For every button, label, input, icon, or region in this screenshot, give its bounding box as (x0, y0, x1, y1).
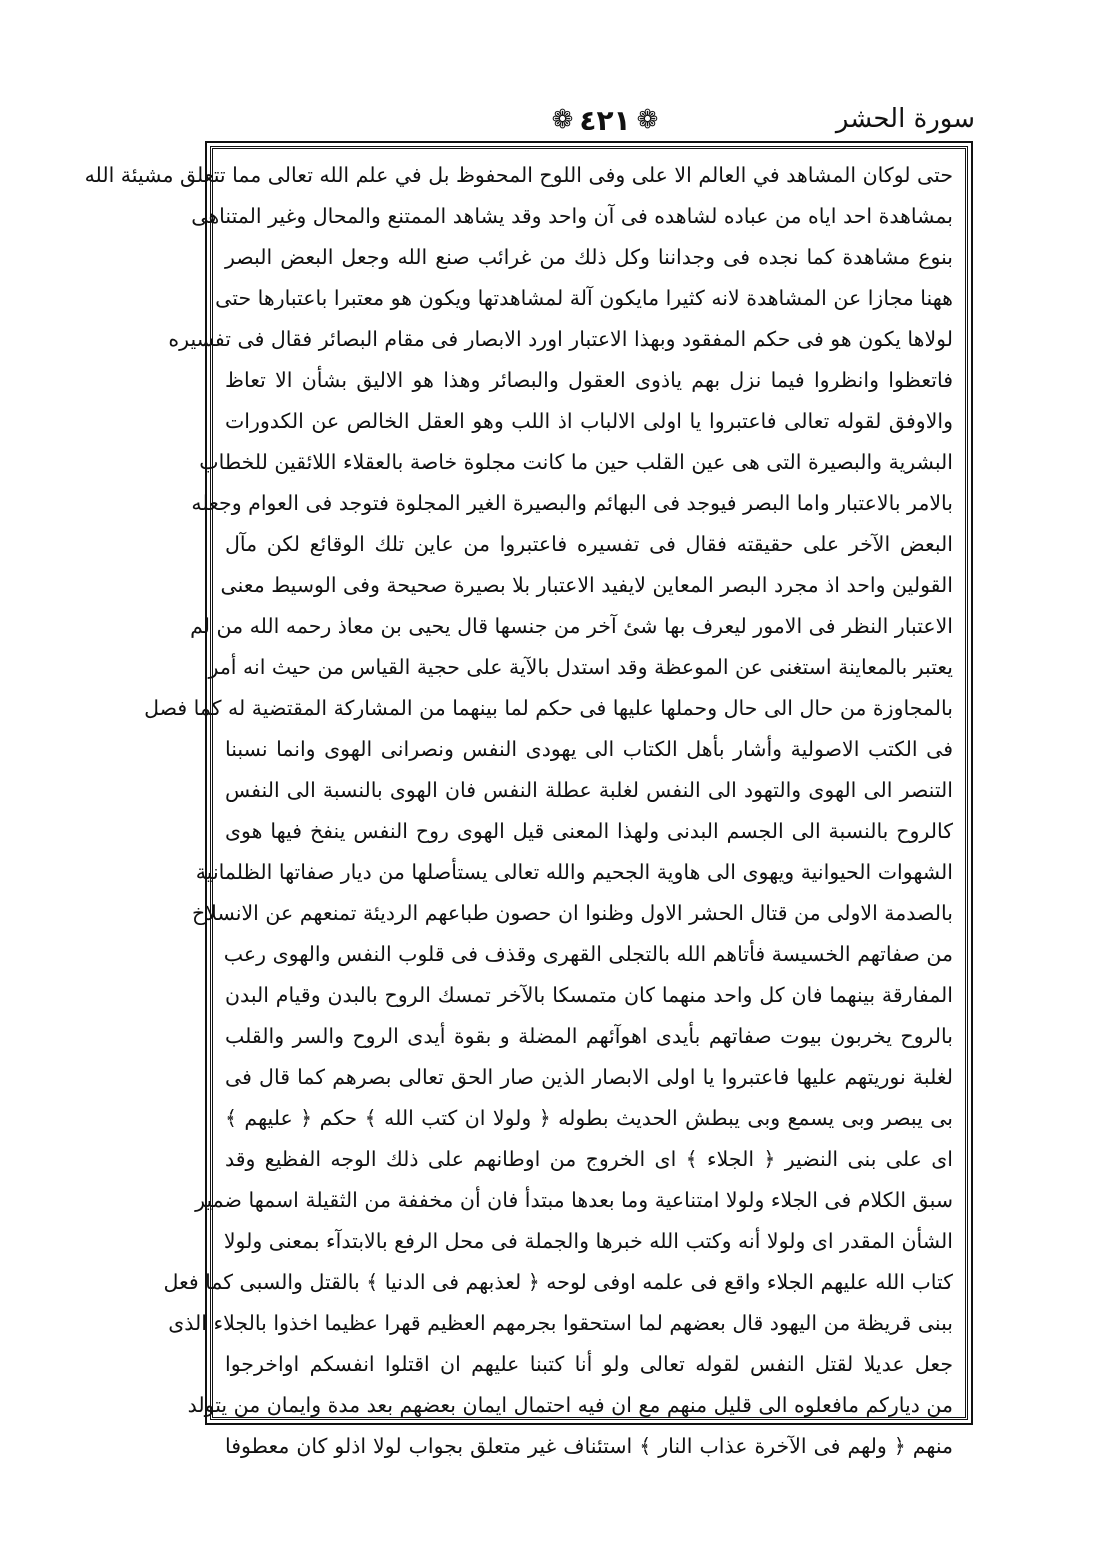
text-line: لغلبة نوريتهم عليها فاعتبروا يا اولى الابصار الذين صار الحق تعالى بصرهم كما قال فى (225, 1065, 953, 1089)
text-line: كتاب الله عليهم الجلاء واقع فى علمه اوفى لوحه ﴿ لعذبهم فى الدنيا ﴾ بالقتل والسبى كما فعل (163, 1270, 953, 1294)
text-line: بالصدمة الاولى من قتال الحشر الاول وظنوا ان حصون طباعهم الرديئة تمنعهم عن الانسلاخ (192, 901, 953, 925)
text-line: جعل عديلا لقتل النفس لقوله تعالى ولو أنا كتبنا عليهم ان اقتلوا انفسكم اواخرجوا (225, 1352, 953, 1376)
text-line: ههنا مجازا عن المشاهدة لانه كثيرا مايكون آلة لمشاهدتها ويكون هو معتبرا باعتبارها حتى (215, 286, 953, 310)
text-line: كالروح بالنسبة الى الجسم البدنى ولهذا المعنى قيل الهوى روح النفس ينفخ فيها هوى (225, 819, 953, 843)
text-line: حتى لوكان المشاهد في العالم الا على وفى اللوح المحفوظ بل في علم الله تعالى مما تتعلق مشيئة الله (84, 163, 953, 187)
text-line: بى يبصر وبى يسمع وبى يبطش الحديث بطوله ﴿ ولولا ان كتب الله ﴾ حكم ﴿ عليهم ﴾ (225, 1106, 953, 1130)
text-line: التنصر الى الهوى والتهود الى النفس لغلبة عطلة النفس فان الهوى بالنسبة الى النفس (225, 778, 953, 802)
text-line: من دياركم مافعلوه الى قليل منهم مع ان فيه احتمال ايمان بعضهم بعد مدة وايمان من يتولد (187, 1393, 953, 1417)
text-line: بمشاهدة احد اياه من عباده لشاهده فى آن واحد وقد يشاهد الممتنع والمحال وغير المتناهى (191, 204, 953, 228)
text-line: البعض الآخر على حقيقته فقال فى تفسيره فاعتبروا من عاين تلك الوقائع لكن مآل (225, 532, 953, 556)
text-line: الشهوات الحيوانية ويهوى الى هاوية الجحيم والله تعالى يستأصلها من ديار صفاتها الظلمانية (195, 860, 953, 884)
text-line: الاعتبار النظر فى الامور ليعرف بها شئ آخر من جنسها قال يحيى بن معاذ رحمه الله من لم (190, 614, 953, 638)
page-header (210, 100, 975, 144)
text-line: الشأن المقدر اى ولولا أنه وكتب الله خبرها والجملة فى محل الرفع بالابتدآء بمعنى ولولا (223, 1229, 953, 1253)
text-frame (84, 146, 968, 1458)
surah-title: سورة الحشر (835, 104, 975, 134)
text-line: فاتعظوا وانظروا فيما نزل بهم ياذوى العقول والبصائر وهذا هو الاليق بشأن الا تعاظ (225, 368, 953, 392)
page-number: ٤٢١ (579, 103, 631, 137)
text-line: بنوع مشاهدة كما نجده فى وجداننا وكل ذلك من غرائب صنع الله وجعل البعض البصر (225, 245, 953, 269)
text-line: البشرية والبصيرة التى هى عين القلب حين ما كانت مجلوة خاصة بالعقلاء اللائقين للخطاب (199, 450, 953, 474)
text-line: من صفاتهم الخسيسة فأتاهم الله بالتجلى القهرى وقذف فى قلوب النفس والهوى رعب (223, 942, 953, 966)
text-line: لولاها يكون هو فى حكم المفقود وبهذا الاعتبار اورد الابصار فى مقام البصائر فقال فى تفسيره (168, 327, 953, 351)
text-line: والاوفق لقوله تعالى فاعتبروا يا اولى الالباب اذ اللب وهو العقل الخالص عن الكدورات (225, 409, 953, 433)
text-body (84, 155, 953, 1458)
text-line: بالامر بالاعتبار واما البصر فيوجد فى البهائم والبصيرة الغير المجلوة فتوجد فى العوام وجعله (191, 491, 953, 515)
page-number-block (535, 100, 675, 140)
text-line: المفارقة بينهما فان كل واحد منهما كان متمسكا بالآخر تمسك الروح بالبدن وقيام البدن (225, 983, 953, 1007)
text-line: بالروح يخربون بيوت صفاتهم بأيدى اهوآئهم المضلة و بقوة أيدى الروح والسر والقلب (225, 1024, 953, 1048)
text-line: فى الكتب الاصولية وأشار بأهل الكتاب الى يهودى النفس ونصرانى الهوى وانما نسبنا (225, 737, 953, 761)
text-line: منهم ﴿ ولهم فى الآخرة عذاب النار ﴾ استئناف غير متعلق بجواب لولا اذلو كان معطوفا (225, 1434, 953, 1458)
ornament-right-icon: ❁ (636, 105, 659, 135)
ornament-left-icon: ❁ (551, 105, 574, 135)
text-line: القولين واحد اذ مجرد البصر المعاين لايفيد الاعتبار بلا بصيرة صحيحة وفى الوسيط معنى (220, 573, 953, 597)
text-line: ببنى قريظة من اليهود قال بعضهم لما استحقوا بجرمهم العظيم قهرا عظيما اخذوا بالجلاء الذى (168, 1311, 953, 1335)
text-line: يعتبر بالمعاينة استغنى عن الموعظة وقد استدل بالآية على حجية القياس من حيث انه أمر (208, 655, 953, 679)
text-line: اى على بنى النضير ﴿ الجلاء ﴾ اى الخروج من اوطانهم على ذلك الوجه الفظيع وقد (225, 1147, 953, 1171)
text-line: بالمجاوزة من حال الى حال وحملها عليها فى حكم لما بينهما من المشاركة المقتضية له كما فصل (144, 696, 953, 720)
text-line: سبق الكلام فى الجلاء ولولا امتناعية وما بعدها مبتدأ فان أن مخففة من الثقيلة اسمها ضمير (195, 1188, 953, 1212)
